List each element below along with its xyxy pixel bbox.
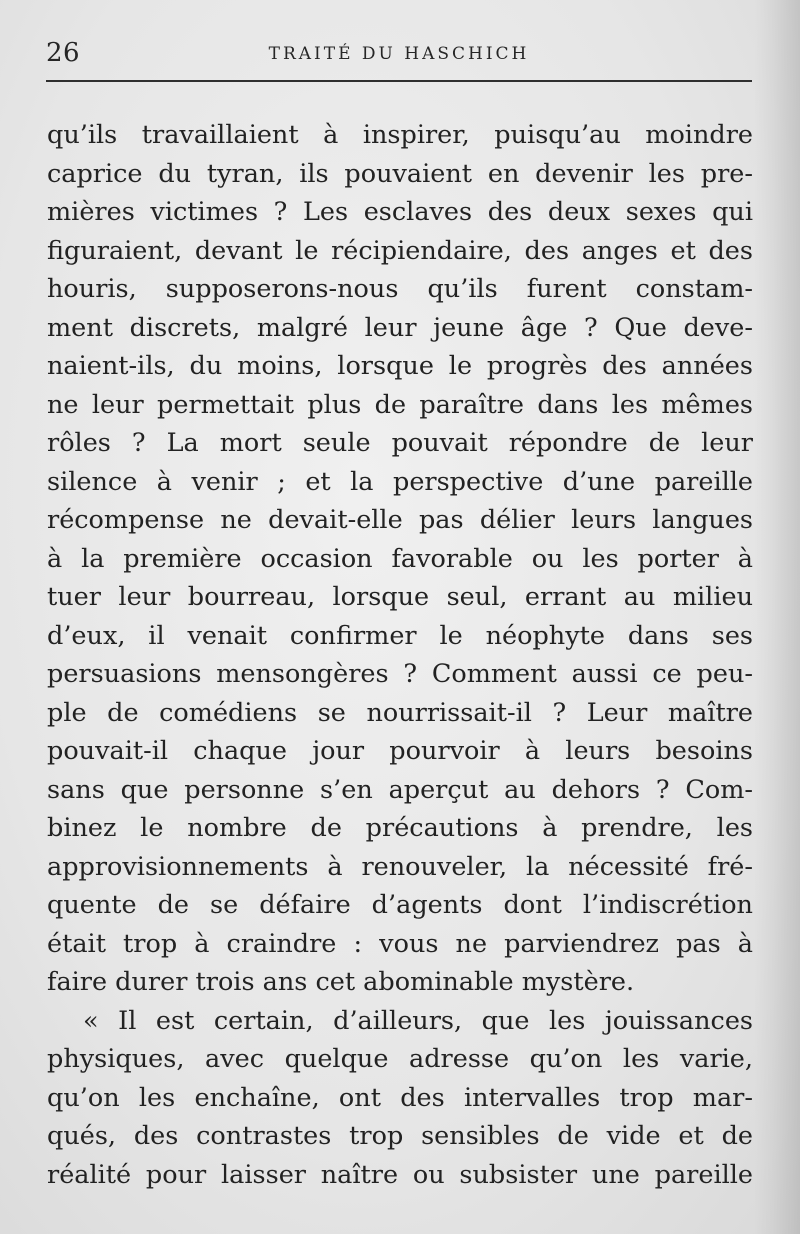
header-rule (46, 80, 752, 82)
page-header (46, 34, 752, 74)
text-line: faire durer trois ans cet abominable mystère. (47, 967, 635, 997)
text-line: silence à venir ; et la perspective d’une pareille (47, 466, 753, 497)
text-line: pouvait-il chaque jour pourvoir à leurs besoins (47, 736, 753, 766)
text-line: ne leur permettait plus de paraître dans les mêmes (47, 389, 753, 420)
text-line: qu’on les enchaîne, ont des intervalles trop mar- (47, 1082, 753, 1113)
text-line: récompense ne devait-elle pas délier leurs langues (47, 505, 753, 535)
text-line: naient-ils, du moins, lorsque le progrès des années (47, 351, 753, 381)
page-edge-shadow (754, 0, 800, 1234)
text-line: réalité pour laisser naître ou subsister une pareille (47, 1159, 753, 1190)
text-line: rôles ? La mort seule pouvait répondre de leur (47, 428, 753, 458)
text-line: était trop à craindre : vous ne parviendrez pas à (47, 928, 753, 959)
text-line: à la première occasion favorable ou les porter à (47, 543, 753, 574)
text-line: qués, des contrastes trop sensibles de vide et de (47, 1121, 753, 1151)
text-line: qu’ils travaillaient à inspirer, puisqu’au moindre (47, 120, 753, 150)
page-number: 26 (46, 38, 81, 68)
text-line: mières victimes ? Les esclaves des deux sexes qui (47, 197, 753, 227)
text-line: « Il est certain, d’ailleurs, que les jouissances (83, 1005, 753, 1036)
text-line: persuasions mensongères ? Comment aussi ce peu- (47, 659, 753, 689)
text-line: tuer leur bourreau, lorsque seul, errant au milieu (47, 582, 753, 612)
text-line: sans que personne s’en aperçut au dehors ? Com- (47, 774, 753, 805)
text-line: physiques, avec quelque adresse qu’on les varie, (47, 1044, 753, 1074)
text-line: ment discrets, malgré leur jeune âge ? Que deve- (47, 312, 753, 343)
text-line: caprice du tyran, ils pouvaient en devenir les pre- (47, 158, 753, 189)
body-text (47, 116, 753, 1194)
running-title: TRAITÉ DU HASCHICH (268, 44, 530, 64)
text-line: approvisionnements à renouveler, la nécessité fré- (47, 851, 753, 882)
text-line: ple de comédiens se nourrissait-il ? Leur maître (47, 697, 753, 728)
text-line: quente de se défaire d’agents dont l’indiscrétion (47, 890, 753, 920)
text-line: binez le nombre de précautions à prendre, les (47, 813, 753, 843)
text-line: houris, supposerons-nous qu’ils furent constam- (47, 274, 753, 304)
text-line: d’eux, il venait confirmer le néophyte dans ses (47, 620, 753, 651)
text-line: figuraient, devant le récipiendaire, des anges et des (47, 235, 753, 266)
